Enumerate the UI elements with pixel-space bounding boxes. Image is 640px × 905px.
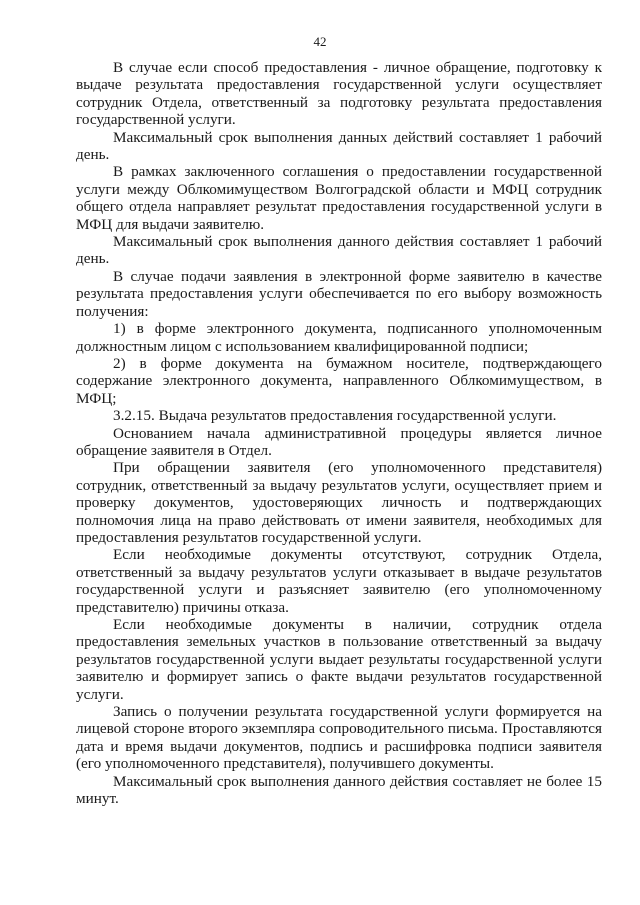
page-number: 42 [313, 34, 327, 49]
paragraph-3: В рамках заключенного соглашения о предоставлении государственной услуги между Облкомимуществом Волгоградской области и МФЦ сотрудник общего отдела направляет результат предоставления государственной услуги в МФЦ для выдачи заявителю. [76, 163, 602, 233]
paragraph-10: Запись о получении результата государственной услуги формируется на лицевой стороне второго экземпляра сопроводительного письма. Проставляются дата и время выдачи документов, подпись и расшифровка подписи заявителя (его уполномоченного представителя), получившего документы. [76, 703, 602, 773]
document-body [76, 59, 602, 807]
paragraph-7: При обращении заявителя (его уполномоченного представителя) сотрудник, ответственный за выдачу результатов услуги, осуществляет прием и проверку документов, удостоверяющих личность и подтверждающих полномочия лица на право действовать от имени заявителя, необходимых для предоставления результатов государственной услуги. [76, 459, 602, 546]
list-item-2: 2) в форме документа на бумажном носителе, подтверждающего содержание электронного документа, направленного Облкомимуществом, в МФЦ; [76, 354, 602, 407]
paragraph-1: В случае если способ предоставления - личное обращение, подготовку к выдаче результата предоставления государственной услуги осуществляет сотрудник Отдела, ответственный за подготовку результата предоставления государственной услуги. [76, 59, 602, 129]
paragraph-2: Максимальный срок выполнения данных действий составляет 1 рабочий день. [76, 128, 602, 164]
paragraph-9: Если необходимые документы в наличии, сотрудник отдела предоставления земельных участков в пользование ответственный за выдачу результатов государственной услуги выдает результаты государственной услуги заявителю и формирует запись о факте выдачи результатов государственной услуги. [76, 616, 602, 703]
paragraph-4: Максимальный срок выполнения данного действия составляет 1 рабочий день. [76, 233, 602, 268]
list-item-1: 1) в форме электронного документа, подписанного уполномоченным должностным лицом с использованием квалифицированной подписи; [76, 320, 602, 355]
paragraph-8: Если необходимые документы отсутствуют, сотрудник Отдела, ответственный за выдачу результатов услуги отказывает в выдаче результатов государственной услуги и разъясняет заявителю (его уполномоченному представителю) причины отказа. [76, 546, 602, 616]
section-heading: 3.2.15. Выдача результатов предоставления государственной услуги. [113, 407, 557, 425]
paragraph-11: Максимальный срок выполнения данного действия составляет не более 15 минут. [76, 772, 602, 808]
paragraph-5: В случае подачи заявления в электронной форме заявителю в качестве результата предоставления услуги обеспечивается по его выбору возможность получения: [76, 267, 602, 320]
paragraph-6: Основанием начала административной процедуры является личное обращение заявителя в Отдел. [76, 424, 602, 459]
